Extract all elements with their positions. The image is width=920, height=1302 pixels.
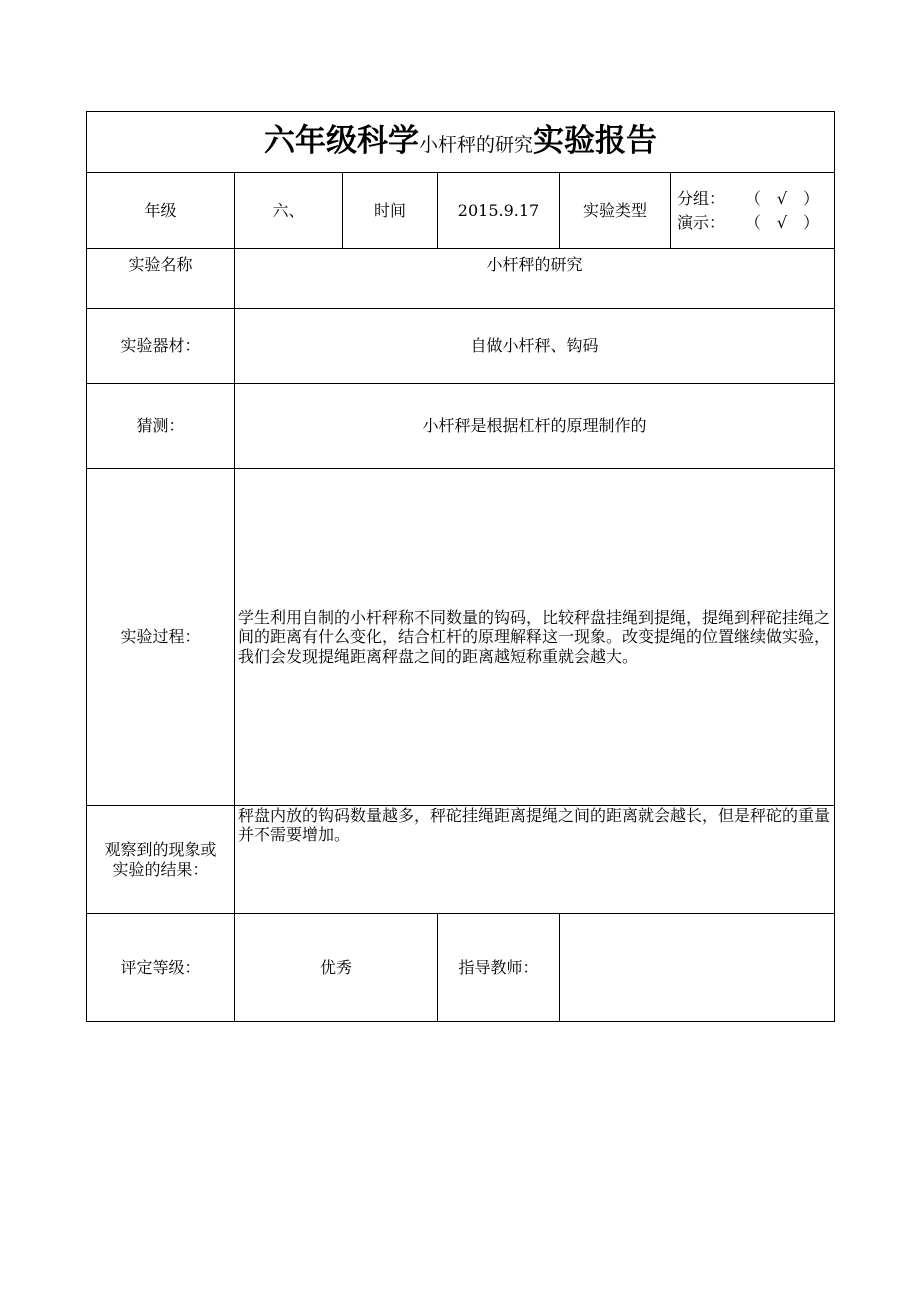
evaluation-value: 优秀: [235, 914, 438, 1022]
info-row: [87, 173, 835, 249]
observation-label-line2: 实验的结果：: [112, 859, 209, 879]
experiment-name-label: 实验名称: [87, 249, 235, 309]
demo-check: （ √ ）: [744, 212, 820, 232]
guess-label: 猜测：: [87, 384, 235, 469]
observation-row: [87, 806, 835, 914]
process-row: [87, 469, 835, 806]
grade-label: 年级: [87, 173, 235, 249]
observation-label: [87, 806, 235, 914]
guess-value: 小杆秤是根据杠杆的原理制作的: [235, 384, 835, 469]
demo-option: [677, 211, 834, 235]
time-value: 2015.9.17: [438, 173, 560, 249]
title-topic: 小杆秤的研究: [419, 134, 534, 157]
title-suffix: 实验报告: [533, 123, 658, 160]
process-label: 实验过程：: [87, 469, 235, 806]
title-prefix: 六年级科学: [264, 123, 420, 160]
time-label: 时间: [343, 173, 438, 249]
experiment-name-value: 小杆秤的研究: [235, 249, 835, 309]
evaluation-row: [87, 914, 835, 1022]
teacher-label: 指导教师：: [438, 914, 560, 1022]
grade-value: 六、: [235, 173, 343, 249]
title-row: [87, 112, 835, 173]
guess-row: [87, 384, 835, 469]
equipment-value: 自做小杆秤、钩码: [235, 309, 835, 384]
equipment-row: [87, 309, 835, 384]
observation-value: 秤盘内放的钩码数量越多，秤砣挂绳距离提绳之间的距离就会越长，但是秤砣的重量并不需要增加。: [235, 806, 835, 914]
group-option: [677, 187, 834, 211]
group-check: （ √ ）: [744, 188, 820, 208]
experiment-type-options: [671, 173, 835, 249]
observation-label-line1: 观察到的现象或: [104, 840, 217, 860]
teacher-value: [560, 914, 835, 1022]
equipment-label: 实验器材：: [87, 309, 235, 384]
evaluation-label: 评定等级：: [87, 914, 235, 1022]
group-label: 分组：: [677, 188, 726, 208]
experiment-report-table: [86, 111, 835, 1022]
name-row: [87, 249, 835, 309]
report-title: [87, 112, 835, 173]
demo-label: 演示：: [677, 212, 726, 232]
type-label: 实验类型: [560, 173, 671, 249]
process-value: 学生利用自制的小杆秤称不同数量的钩码，比较秤盘挂绳到提绳，提绳到秤砣挂绳之间的距离有什么变化，结合杠杆的原理解释这一现象。改变提绳的位置继续做实验，我们会发现提绳距离秤盘之间的距离越短称重就会越大。: [235, 469, 835, 806]
